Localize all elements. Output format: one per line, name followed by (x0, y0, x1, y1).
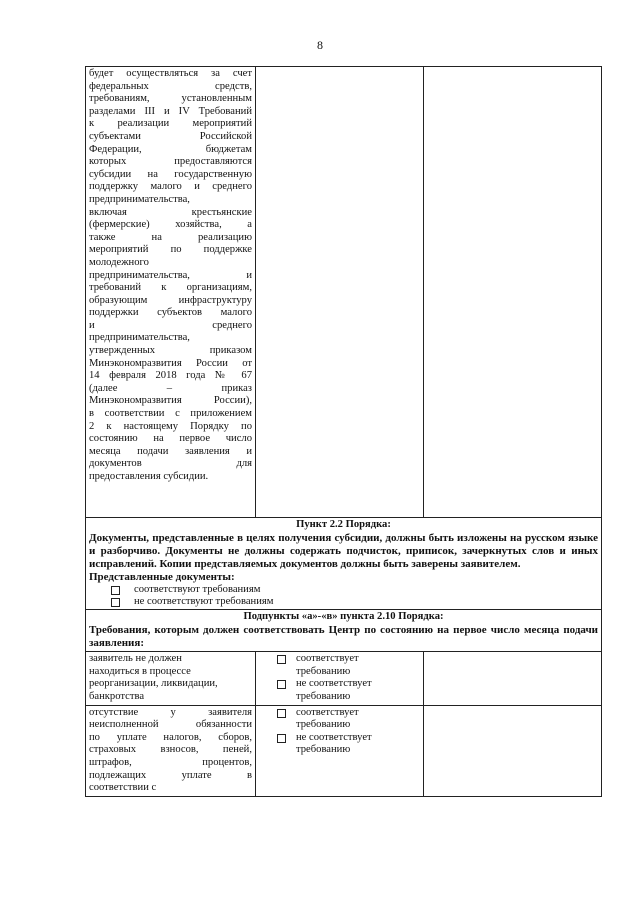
empty-cell (424, 67, 602, 518)
requirements-table (85, 66, 602, 797)
status-cell (256, 705, 424, 796)
text-line: утвержденных приказом (89, 345, 252, 357)
requirement-text (89, 707, 252, 795)
status-option-compliant (259, 707, 420, 732)
text-line: штрафов, процентов, (89, 756, 252, 768)
text-line: по уплате налогов, сборов, (89, 731, 252, 743)
option-noncompliant (111, 596, 598, 608)
text-line: мероприятий по поддержке (89, 244, 252, 256)
text-line: субсидии на государственную (89, 168, 252, 180)
table-row (86, 705, 602, 796)
text-line: (фермерские) хозяйства, а (89, 219, 252, 231)
option-label: не соответствуют требованиям (134, 596, 274, 608)
text-line: соответствии с (89, 782, 157, 794)
option-label: соответствуют требованиям (134, 584, 261, 596)
table-row (86, 652, 602, 705)
section-row-2-2 (86, 518, 602, 610)
table-row (86, 67, 602, 518)
option-label: соответствует требованию (296, 706, 359, 731)
requirement-cell (86, 705, 256, 796)
text-line: предпринимательства, и (89, 269, 252, 281)
section-text: Документы, представленные в целях получения субсидии, должны быть изложены на русском языке и разборчиво. Документы не должны содержать подчисток, приписок, зачеркнутых слов и иных исправлений. Копии представляемых документов должны быть заверены заявителем. (89, 531, 598, 570)
empty-cell (424, 705, 602, 796)
text-line: предпринимательства, (89, 193, 190, 205)
text-line: реорганизации, ликвидации, (89, 678, 218, 690)
text-line: к реализации мероприятий (89, 118, 252, 130)
section-cell (86, 518, 602, 610)
text-line: поддержку малого и среднего (89, 181, 252, 193)
text-line: также на реализацию (89, 231, 252, 243)
text-line: Минэкономразвития России от (89, 357, 252, 369)
text-line: требованиям, установленным (89, 93, 252, 105)
checkbox-noncompliant[interactable] (277, 680, 286, 689)
text-line: включая крестьянские (89, 206, 252, 218)
text-line: месяца подачи заявления и (89, 445, 252, 457)
documents-label: Представленные документы: (89, 571, 235, 584)
option-label: не соответствует требованию (296, 731, 372, 756)
text-line: разделами III и IV Требований (89, 105, 252, 117)
text-line: предоставления субсидии. (89, 471, 209, 482)
status-option-noncompliant (259, 678, 420, 703)
text-line: неисполненной обязанности (89, 719, 252, 731)
text-line: требований к организациям, (89, 282, 252, 294)
option-compliant (111, 584, 598, 596)
empty-cell (424, 652, 602, 705)
requirement-continuation-text (89, 68, 252, 484)
text-line: будет осуществляться за счет (89, 68, 252, 79)
text-line: подлежащих уплате в (89, 769, 252, 781)
text-line: субъектами Российской (89, 130, 252, 142)
option-label: не соответствует требованию (296, 678, 372, 702)
text-line: в соответствии с приложением (89, 408, 252, 420)
text-line: документов для (89, 458, 252, 470)
text-line: федеральных средств, (89, 80, 252, 92)
checkbox-compliant[interactable] (277, 655, 286, 664)
section-cell (86, 610, 602, 652)
empty-cell (256, 67, 424, 518)
checkbox-compliant[interactable] (277, 709, 286, 718)
status-option-compliant (259, 653, 420, 678)
checkbox-noncompliant[interactable] (277, 734, 286, 743)
checkbox-compliant[interactable] (111, 586, 120, 595)
text-line: находиться в процессе (89, 665, 191, 677)
text-line: образующим инфраструктуру (89, 294, 252, 306)
section-row-2-10 (86, 610, 602, 652)
requirement-continuation-cell (86, 67, 256, 518)
text-line: молодежного (89, 256, 149, 268)
requirement-cell (86, 652, 256, 705)
page-number: 8 (317, 38, 323, 52)
option-label: соответствует требованию (296, 653, 359, 677)
text-line: заявитель не должен (89, 653, 182, 665)
status-option-noncompliant (259, 732, 420, 757)
text-line: 14 февраля 2018 года № 67 (89, 370, 252, 382)
text-line: состоянию на первое число (89, 433, 252, 445)
section-heading: Подпункты «а»-«в» пункта 2.10 Порядка: (243, 611, 444, 623)
text-line: которых предоставляются (89, 156, 252, 168)
text-line: и среднего (89, 319, 252, 331)
text-line: Минэкономразвития России), (89, 395, 252, 407)
section-heading: Пункт 2.2 Порядка: (296, 519, 391, 530)
requirement-text (89, 653, 252, 703)
checkbox-noncompliant[interactable] (111, 598, 120, 607)
text-line: (далее – приказ (89, 382, 252, 394)
text-line: Федерации, бюджетам (89, 143, 252, 155)
text-line: страховых взносов, пеней, (89, 744, 252, 756)
section-text: Требования, которым должен соответствовать Центр по состоянию на первое число месяца подачи заявления: (89, 623, 598, 649)
text-line: 2 к настоящему Порядку по (89, 420, 252, 432)
text-line: предпринимательства, (89, 332, 190, 344)
text-line: отсутствие у заявителя (89, 706, 252, 718)
status-cell (256, 652, 424, 705)
text-line: поддержки субъектов малого (89, 307, 252, 319)
text-line: банкротства (89, 690, 145, 702)
